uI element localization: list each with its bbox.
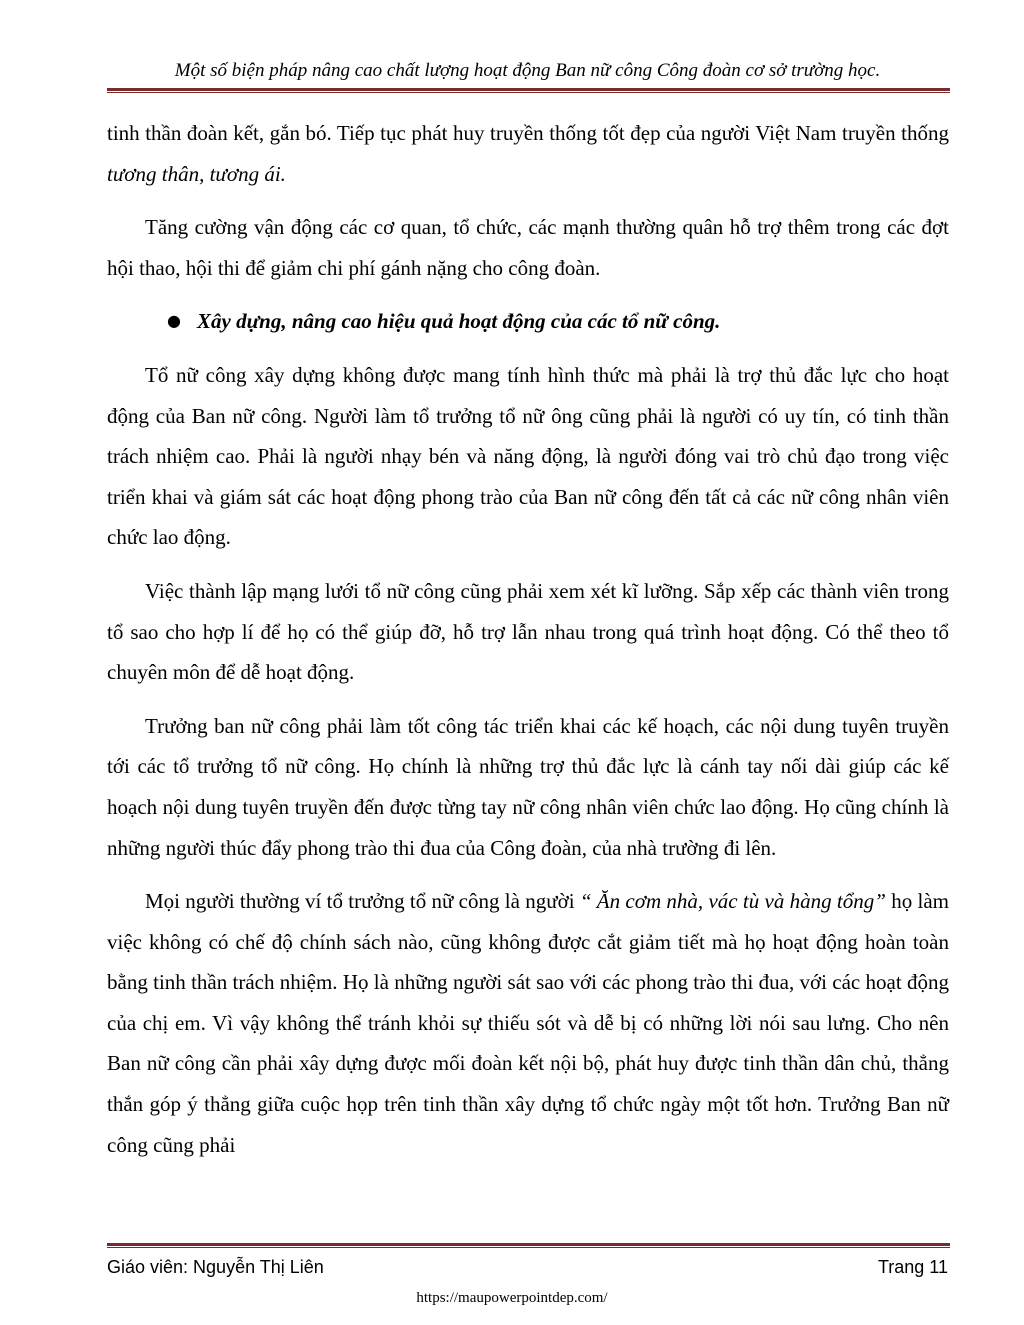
footer-divider: [107, 1243, 950, 1248]
paragraph-6: [107, 881, 949, 1165]
paragraph-5: Trưởng ban nữ công phải làm tốt công tác triển khai các kế hoạch, các nội dung tuyên truyền tới các tổ trưởng tổ nữ công. Họ chính là những trợ thủ đắc lực là cánh tay nối dài giúp các kế hoạch nội dung tuyên truyền đến được từng tay nữ công nhân viên chức lao động. Họ cũng chính là những người thúc đẩy phong trào thi đua của Công đoàn, của nhà trường đi lên.: [107, 713, 949, 860]
paragraph-6-rest: họ làm việc không có chế độ chính sách nào, cũng không được cắt giảm tiết mà họ hoạt động hoàn toàn bằng tinh thần trách nhiệm. Họ là những người sát sao với các phong trào thi đua, với các hoạt động của chị em. Vì vậy không thể tránh khỏi sự thiếu sót và dễ bị có những lời nói sau lưng. Cho nên Ban nữ công cần phải xây dựng được mối đoàn kết nội bộ, phát huy được tinh thần dân chủ, thẳng thắn góp ý thẳng giữa cuộc họp trên tinh thần xây dựng tổ chức ngày một tốt hơn. Trưởng Ban nữ công cũng phải: [107, 889, 949, 1157]
paragraph-4: Việc thành lập mạng lưới tổ nữ công cũng phải xem xét kĩ lưỡng. Sắp xếp các thành viên trong tổ sao cho hợp lí để họ có thể giúp đỡ, hỗ trợ lẫn nhau trong quá trình hoạt động. Có thể theo tổ chuyên môn để dễ hoạt động.: [107, 578, 949, 685]
paragraph-2: Tăng cường vận động các cơ quan, tổ chức, các mạnh thường quân hỗ trợ thêm trong các đợt hội thao, hội thi để giảm chi phí gánh nặng cho công đoàn.: [107, 215, 949, 280]
bullet-dot-icon: ●: [167, 311, 181, 331]
page-header-title: Một số biện pháp nâng cao chất lượng hoạt động Ban nữ công Công đoàn cơ sở trường học.: [174, 60, 881, 81]
bullet-heading-text: Xây dựng, nâng cao hiệu quả hoạt động của các tổ nữ công.: [197, 309, 721, 334]
footer-page-number: Trang 11: [877, 1257, 948, 1277]
paragraph-1-text: tinh thần đoàn kết, gắn bó. Tiếp tục phát huy truyền thống tốt đẹp của người Việt Nam truyền thống: [107, 121, 949, 145]
bullet-heading: [107, 301, 949, 342]
paragraph-1: [107, 113, 949, 194]
paragraph-1-italic: tương thân, tương ái.: [107, 161, 286, 186]
document-body: [107, 113, 949, 1178]
paragraph-6-quote: “ Ăn cơm nhà, vác tù và hàng tổng”: [579, 889, 886, 914]
paragraph-6-lead: Mọi người thường ví tổ trưởng tổ nữ công là người: [145, 889, 580, 914]
footer-teacher: Giáo viên: Nguyễn Thị Liên: [107, 1257, 324, 1277]
footer-url: https://maupowerpointdep.com/: [416, 1290, 608, 1306]
header-divider: [107, 88, 950, 93]
paragraph-3: Tổ nữ công xây dựng không được mang tính hình thức mà phải là trợ thủ đắc lực cho hoạt động của Ban nữ công. Người làm tổ trưởng tổ nữ ông cũng phải là người có uy tín, có tinh thần trách nhiệm cao. Phải là người nhạy bén và năng động, là người đóng vai trò chủ đạo trong việc triển khai và giám sát các hoạt động phong trào của Ban nữ công đến tất cả các nữ công nhân viên chức lao động.: [107, 362, 949, 550]
